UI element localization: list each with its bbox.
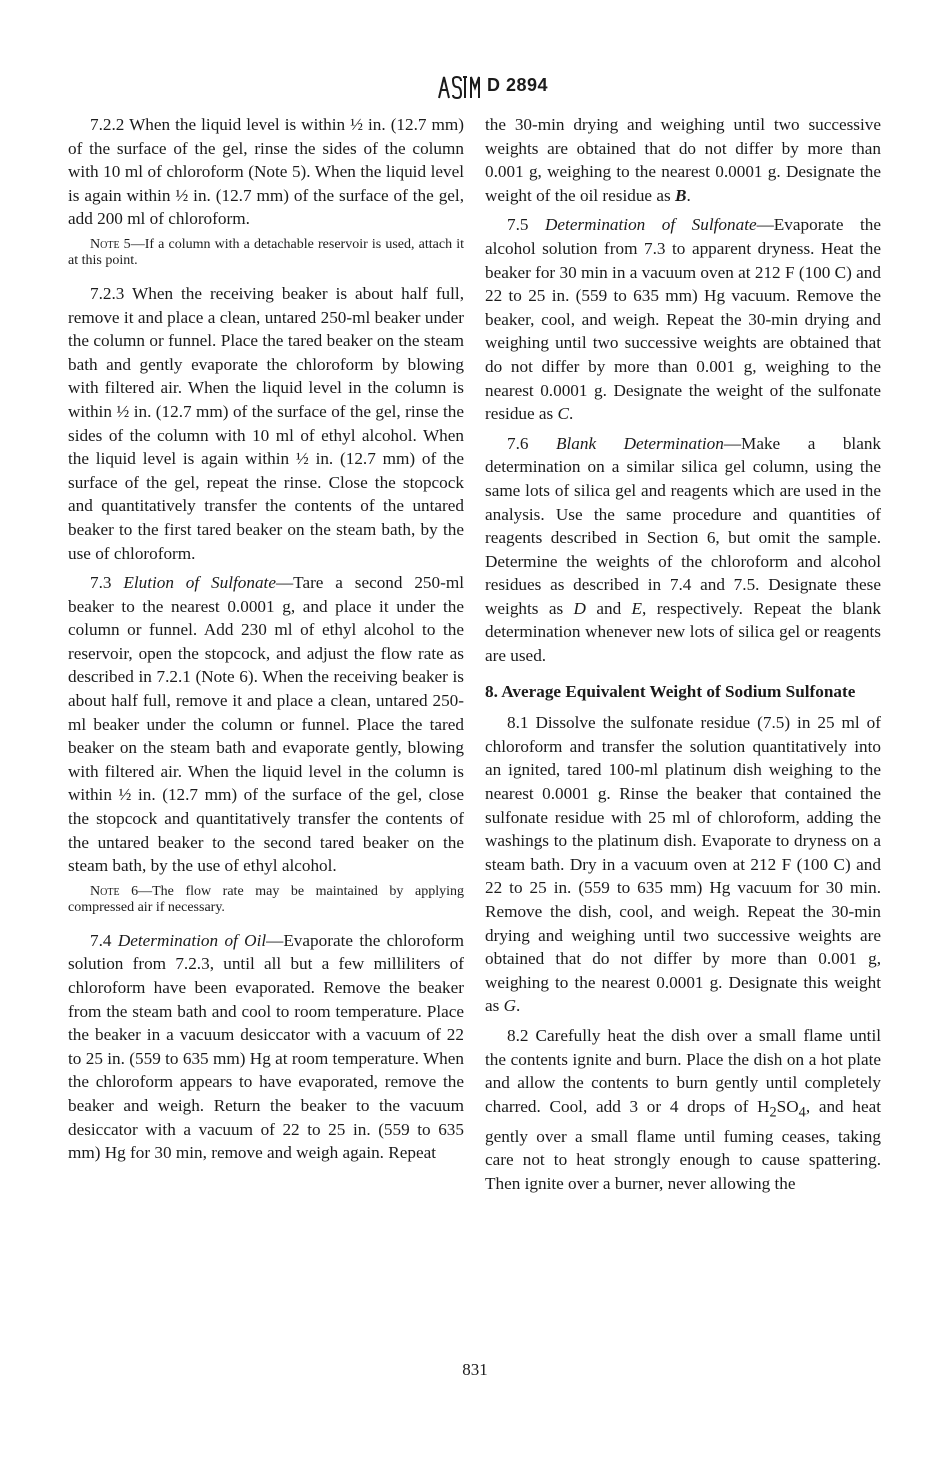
period: .	[569, 404, 574, 424]
paragraph-7-6	[485, 432, 881, 668]
subscript: 4	[798, 1104, 806, 1121]
section-text: 8.2 Carefully heat the dish over a small flame until the contents ignite and burn. Place the dish on a hot plate and allow the contents to burn gently until completely charred. Cool, add 3 or 4 drops of H	[485, 1025, 881, 1116]
section-number: 7.4	[90, 930, 112, 950]
subscript: 2	[769, 1104, 777, 1121]
page-number: 831	[462, 1360, 488, 1379]
section-title: Elution of Sulfonate	[123, 573, 276, 593]
note-5-label: Note 5	[90, 236, 131, 252]
period: .	[516, 996, 521, 1016]
section-title: Blank Determination	[556, 433, 724, 453]
paragraph-7-3	[68, 571, 464, 878]
variable-e: E	[631, 598, 643, 618]
left-column	[68, 113, 464, 1171]
section-number: 7.3	[90, 573, 112, 593]
section-8-heading: 8. Average Equivalent Weight of Sodium Sulfonate	[485, 681, 856, 701]
page-header	[0, 72, 950, 102]
section-number: 7.6	[507, 433, 529, 453]
period: .	[686, 185, 691, 205]
formula-part: SO	[776, 1096, 799, 1116]
note-5-text: —If a column with a detachable reservoir is used, attach it at this point.	[68, 236, 464, 269]
document-number: D 2894	[487, 75, 549, 95]
variable-c: C	[557, 404, 570, 424]
section-text: —Tare a second 250-ml beaker to the nearest 0.0001 g, and place it under the column or funnel. Add 230 ml of ethyl alcohol to the reservoir, open the stopcock, and adjust the flow rate as described in 7.2.1 (Note 6). When the receiving beaker is about half full, remove it and place a clean, untared 250-ml beaker under the column or funnel. Place the tared beaker on the steam bath and evaporate gently, blowing with filtered air. When the liquid level in the column is within ½ in. (12.7 mm) of the surface of the gel, close the stopcock and quantitatively transfer the contents of the untared beaker to the second tared beaker on the steam bath, by the use of ethyl alcohol.	[68, 573, 464, 876]
variable-d: D	[573, 598, 586, 618]
section-text: —Make a blank determination on a similar silica gel column, using the same lots of silica gel and reagents which are used in the analysis. Use the same procedure and quantities of reagents described in Section 6, but omit the sample. Determine the weights of the chloroform and alcohol residues as described in 7.4 and 7.5. Designate these weights as	[485, 433, 882, 618]
note-6-text: —The flow rate may be maintained by applying compressed air if necessary.	[68, 883, 464, 916]
paragraph-8-1	[485, 711, 881, 1018]
conjunction: and	[585, 598, 632, 618]
section-text-end: , respectively. Repeat the blank determination whenever new lots of silica gel or reagents are used.	[485, 598, 881, 666]
section-text-end: , and heat gently over a small flame until fuming ceases, taking care not to heat strongly enough to cause spattering. Then ignite over a burner, never allowing the	[485, 1096, 881, 1193]
section-number: 7.5	[507, 215, 529, 235]
paragraph-7-2-2: 7.2.2 When the liquid level is within ½ in. (12.7 mm) of the surface of the gel, rinse the sides of the column with 10 ml of chloroform (Note 5). When the liquid level is again within ½ in. (12.7 mm) of the surface of the gel, add 200 ml of chloroform.	[68, 115, 464, 229]
astm-logo	[433, 74, 485, 100]
section-title: Determination of Sulfonate	[545, 215, 757, 235]
paragraph-7-4-continued	[485, 113, 881, 207]
variable-b: B	[674, 185, 687, 205]
paragraph-7-2-3: 7.2.3 When the receiving beaker is about half full, remove it and place a clean, untared 250-ml beaker under the column or funnel. Place the tared beaker on the steam bath and gently evaporate the chloroform by blowing with filtered air. When the liquid level in the column is within ½ in. (12.7 mm) of the surface of the gel, rinse the sides of the column with 10 ml of ethyl alcohol. When the liquid level is again within ½ in. (12.7 mm) of the surface of the gel, repeat the rinse. Close the stopcock and quantitatively transfer the contents of the untared beaker to the first tared beaker on the steam bath, by the use of chloroform.	[68, 283, 464, 563]
note-5	[68, 237, 464, 270]
paragraph-7-4	[68, 929, 464, 1165]
note-6-label: Note 6	[90, 883, 139, 899]
variable-g: G	[503, 996, 517, 1016]
right-column	[485, 113, 881, 1202]
paragraph-7-5	[485, 213, 881, 425]
section-text: 8.1 Dissolve the sulfonate residue (7.5) in 25 ml of chloroform and transfer the solution quantitatively into an ignited, tared 100-ml platinum dish weighing to the nearest 0.0001 g. Rinse the beaker that contained the sulfonate residue with 25 ml of chloroform, adding the washings to the platinum dish. Evaporate to dryness on a steam bath. Dry in a vacuum oven at 212 F (100 C) and 22 to 25 in. (559 to 635 mm) Hg vacuum for 30 min. Remove the dish, cool, and weigh. Repeat the 30-min drying and weighing until two successive weights are obtained that do not differ by more than 0.001 g, weighing to the nearest 0.0001 g. Designate this weight as	[485, 713, 881, 1016]
section-title: Determination of Oil	[117, 930, 267, 950]
note-6	[68, 884, 464, 917]
section-text: —Evaporate the chloroform solution from 7.2.3, until all but a few milliliters of chloroform have been evaporated. Remove the beaker from the steam bath and cool to room temperature. Place the beaker in a vacuum desiccator with a vacuum of 22 to 25 in. (559 to 635 mm) Hg at room temperature. When the chloroform appears to have evaporated, remove the beaker and weigh. Return the beaker to the vacuum desiccator with a vacuum of 22 to 25 in. (559 to 635 mm) Hg for 30 min, remove and weigh again. Repeat	[68, 930, 464, 1163]
paragraph-8-2	[485, 1024, 881, 1196]
continued-text: the 30-min drying and weighing until two successive weights are obtained that do not differ by more than 0.001 g, weighing to the nearest 0.0001 g. Designate the weight of the oil residue as	[485, 115, 881, 205]
section-text: —Evaporate the alcohol solution from 7.3 to apparent dryness. Heat the beaker for 30 min in a vacuum oven at 212 F (100 C) and 22 to 25 in. (559 to 635 mm) Hg vacuum. Remove the beaker, cool, and weigh. Repeat the 30-min drying and weighing until two successive weights are obtained that do not differ by more than 0.001 g, weighing to the nearest 0.0001 g. Designate the weight of the sulfonate residue as	[485, 215, 881, 424]
